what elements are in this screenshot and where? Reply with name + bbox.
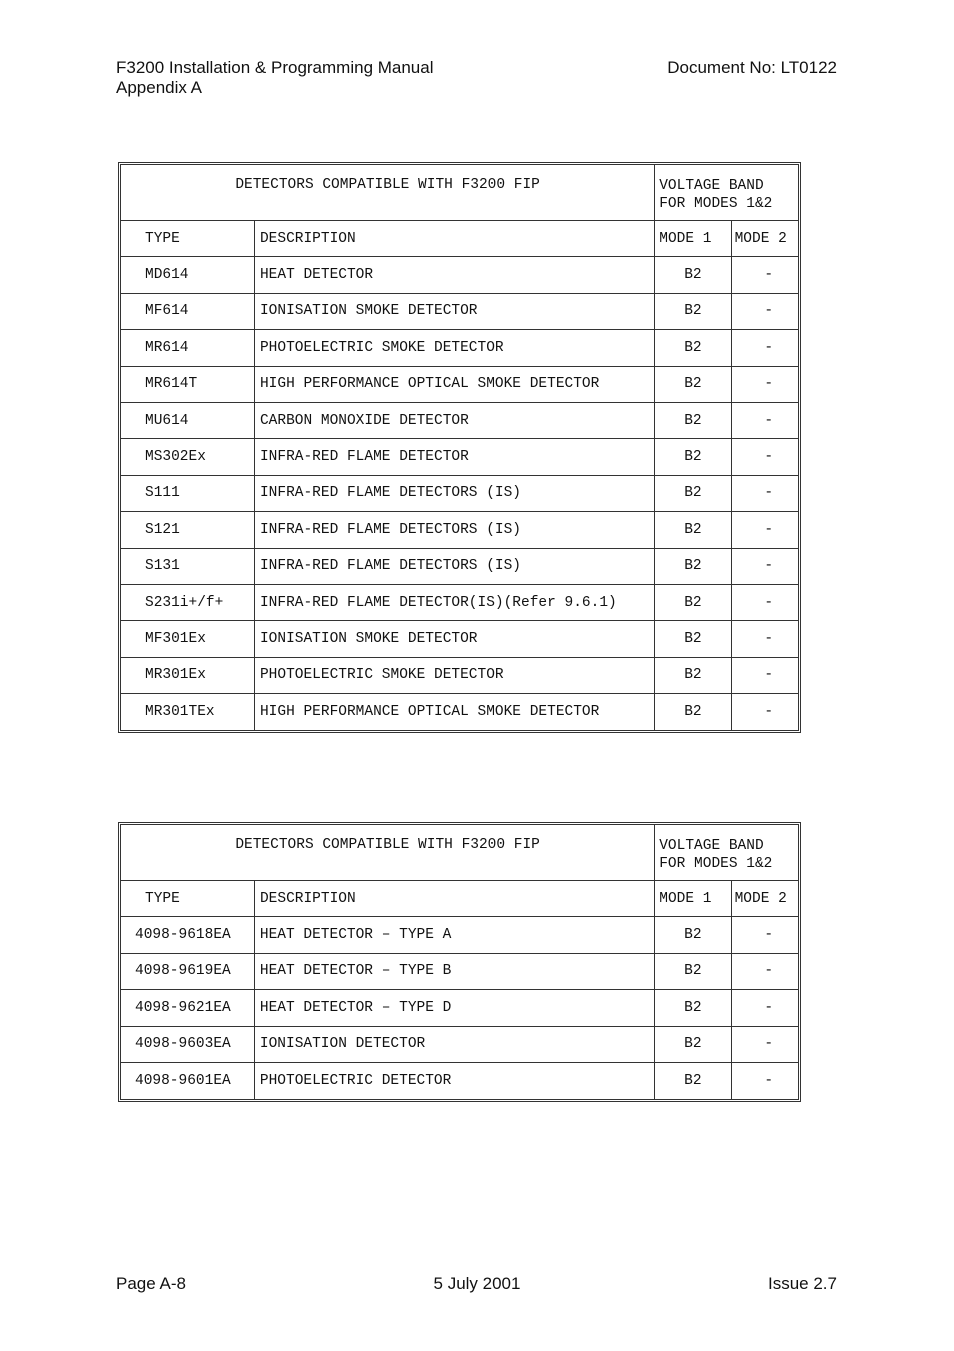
table-row <box>121 954 798 990</box>
table-title-row <box>121 165 798 221</box>
detector-type: MU614 <box>121 403 255 438</box>
col-description-header: DESCRIPTION <box>255 221 655 256</box>
detector-description: CARBON MONOXIDE DETECTOR <box>255 403 655 438</box>
mode1-band: B2 <box>655 954 731 989</box>
col-mode2-header: MODE 2 <box>734 890 787 907</box>
mode1-band: B2 <box>655 257 731 292</box>
voltage-band-line2: FOR MODES 1&2 <box>659 196 773 212</box>
page-header-left <box>116 58 434 98</box>
mode1-band: B2 <box>655 694 731 730</box>
detector-description: PHOTOELECTRIC DETECTOR <box>255 1063 655 1099</box>
detector-description: IONISATION SMOKE DETECTOR <box>255 621 655 656</box>
mode1-band: B2 <box>655 294 731 329</box>
detector-type: MS302Ex <box>121 439 255 474</box>
mode1-band: B2 <box>655 621 731 656</box>
table-row <box>121 990 798 1026</box>
detector-description: IONISATION SMOKE DETECTOR <box>255 294 655 329</box>
detector-description: IONISATION DETECTOR <box>255 1027 655 1062</box>
mode1-band: B2 <box>655 1063 731 1099</box>
mode2-band: - <box>764 704 774 721</box>
table-row <box>121 1063 798 1099</box>
mode2-band: - <box>764 485 774 502</box>
column-header-row <box>121 881 798 917</box>
table-row <box>121 621 798 657</box>
detector-type: S121 <box>121 512 255 547</box>
page-number: Page A-8 <box>116 1274 186 1293</box>
detector-type: S231i+/f+ <box>121 585 255 620</box>
table-row <box>121 330 798 366</box>
detector-type: 4098-9603EA <box>121 1027 255 1062</box>
document-number: Document No: LT0122 <box>667 58 837 77</box>
table-row <box>121 512 798 548</box>
mode2-band: - <box>764 303 774 320</box>
manual-title: F3200 Installation & Programming Manual <box>116 58 434 77</box>
mode2-band: - <box>764 927 774 944</box>
detector-type: MR614 <box>121 330 255 365</box>
mode2-band: - <box>764 558 774 575</box>
mode1-band: B2 <box>655 1027 731 1062</box>
mode2-band: - <box>764 1036 774 1053</box>
col-description-header: DESCRIPTION <box>255 881 655 916</box>
table-title-row <box>121 825 798 881</box>
table-row <box>121 439 798 475</box>
table-row <box>121 1027 798 1063</box>
detector-type: MR614T <box>121 367 255 402</box>
voltage-band-header <box>655 165 798 220</box>
detector-description: INFRA-RED FLAME DETECTORS (IS) <box>255 549 655 584</box>
voltage-band-line1: VOLTAGE BAND <box>659 178 764 194</box>
mode2-band: - <box>764 667 774 684</box>
detector-type: 4098-9601EA <box>121 1063 255 1099</box>
detector-type: MD614 <box>121 257 255 292</box>
detector-description: HIGH PERFORMANCE OPTICAL SMOKE DETECTOR <box>255 694 655 730</box>
mode2-band: - <box>764 376 774 393</box>
mode2-band: - <box>764 412 774 429</box>
detector-type: 4098-9621EA <box>121 990 255 1025</box>
detector-description: INFRA-RED FLAME DETECTOR(IS)(Refer 9.6.1) <box>255 585 655 620</box>
detector-type: MF614 <box>121 294 255 329</box>
mode2-band: - <box>764 449 774 466</box>
detector-description: INFRA-RED FLAME DETECTOR <box>255 439 655 474</box>
detector-description: PHOTOELECTRIC SMOKE DETECTOR <box>255 330 655 365</box>
mode1-band: B2 <box>655 367 731 402</box>
detector-description: HEAT DETECTOR – TYPE B <box>255 954 655 989</box>
mode2-band: - <box>764 339 774 356</box>
table-row <box>121 585 798 621</box>
col-type-header: TYPE <box>121 881 255 916</box>
mode1-band: B2 <box>655 990 731 1025</box>
voltage-band-line1: VOLTAGE BAND <box>659 838 764 854</box>
col-mode1-header: MODE 1 <box>655 881 731 916</box>
mode2-band: - <box>764 630 774 647</box>
mode2-band: - <box>764 999 774 1016</box>
detector-description: HEAT DETECTOR <box>255 257 655 292</box>
detector-description: INFRA-RED FLAME DETECTORS (IS) <box>255 512 655 547</box>
table-row <box>121 403 798 439</box>
appendix-label: Appendix A <box>116 78 203 97</box>
detector-type: 4098-9618EA <box>121 917 255 952</box>
detector-type: MR301Ex <box>121 658 255 693</box>
detector-type: MF301Ex <box>121 621 255 656</box>
detector-type: MR301TEx <box>121 694 255 730</box>
mode2-band: - <box>764 521 774 538</box>
detector-type: S131 <box>121 549 255 584</box>
table-row <box>121 917 798 953</box>
mode1-band: B2 <box>655 476 731 511</box>
detector-description: PHOTOELECTRIC SMOKE DETECTOR <box>255 658 655 693</box>
table-title: DETECTORS COMPATIBLE WITH F3200 FIP <box>121 825 655 880</box>
detector-description: HEAT DETECTOR – TYPE A <box>255 917 655 952</box>
mode2-band: - <box>764 267 774 284</box>
col-type-header: TYPE <box>121 221 255 256</box>
mode1-band: B2 <box>655 403 731 438</box>
table-row <box>121 549 798 585</box>
detector-description: HIGH PERFORMANCE OPTICAL SMOKE DETECTOR <box>255 367 655 402</box>
detector-description: HEAT DETECTOR – TYPE D <box>255 990 655 1025</box>
col-mode2-header: MODE 2 <box>734 230 787 247</box>
table-row <box>121 294 798 330</box>
mode2-band: - <box>764 963 774 980</box>
detectors-table-1 <box>118 162 801 733</box>
mode1-band: B2 <box>655 658 731 693</box>
table-row <box>121 658 798 694</box>
detector-type: 4098-9619EA <box>121 954 255 989</box>
mode1-band: B2 <box>655 330 731 365</box>
table-row <box>121 257 798 293</box>
table-row <box>121 476 798 512</box>
detectors-table-2 <box>118 822 801 1102</box>
voltage-band-line2: FOR MODES 1&2 <box>659 856 773 872</box>
table-title: DETECTORS COMPATIBLE WITH F3200 FIP <box>121 165 655 220</box>
detector-type: S111 <box>121 476 255 511</box>
mode1-band: B2 <box>655 585 731 620</box>
col-mode1-header: MODE 1 <box>655 221 731 256</box>
detector-description: INFRA-RED FLAME DETECTORS (IS) <box>255 476 655 511</box>
issue-number: Issue 2.7 <box>768 1274 837 1293</box>
mode1-band: B2 <box>655 439 731 474</box>
mode2-band: - <box>764 1073 774 1090</box>
table-row <box>121 694 798 730</box>
issue-date: 5 July 2001 <box>433 1274 521 1293</box>
column-header-row <box>121 221 798 257</box>
mode2-band: - <box>764 594 774 611</box>
mode1-band: B2 <box>655 549 731 584</box>
table-row <box>121 367 798 403</box>
mode1-band: B2 <box>655 512 731 547</box>
mode1-band: B2 <box>655 917 731 952</box>
voltage-band-header <box>655 825 798 880</box>
